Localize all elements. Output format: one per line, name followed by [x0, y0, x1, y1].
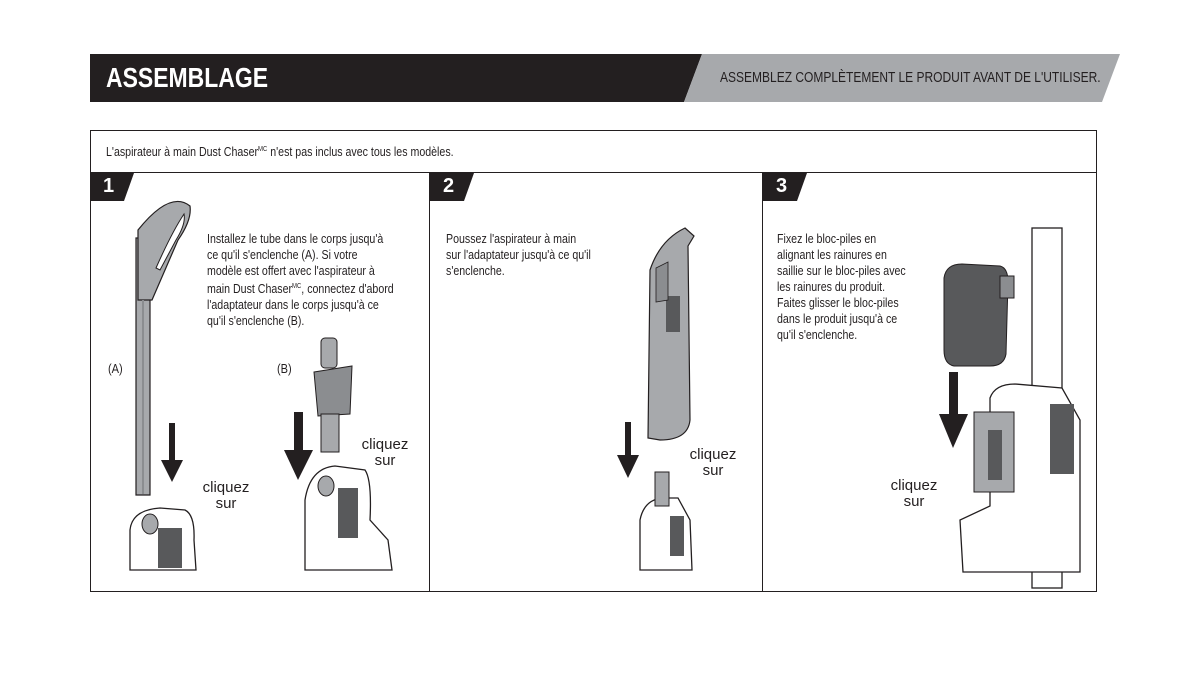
battery-illustration [944, 264, 1014, 366]
click-indicator-3: cliquez sur [689, 446, 737, 479]
step-1-instruction: Installez le tube dans le corps jusqu'à ce qu'il s'enclenche (A). Si votre modèle est offert avec l'aspirateur à main Dust Chaser$^{MC}$, connectez d'abord l'adaptateur dans le corps jusqu'à ce qu'il s'enclenche (B). [207, 232, 394, 329]
step-2-instruction: Poussez l'aspirateur à main sur l'adaptateur jusqu'à ce qu'il s'enclenche. [446, 232, 591, 278]
handheld-vacuum-illustration [648, 228, 694, 440]
click-indicator-2: cliquez sur [361, 436, 409, 469]
label-b: (B) [277, 361, 292, 376]
click-indicator-4: cliquez sur [890, 477, 938, 510]
page-subtitle: ASSEMBLEZ COMPLÈTEMENT LE PRODUIT AVANT DE L'UTILISER. [720, 69, 1101, 86]
step-1-number: 1 [103, 175, 115, 197]
vacuum-body-2 [305, 466, 392, 570]
click-indicator-1: cliquez sur [202, 479, 250, 512]
label-a: (A) [108, 361, 123, 376]
availability-note: L'aspirateur à main Dust Chaser$^{MC}$ n'est pas inclus avec tous les modèles. [106, 145, 454, 159]
step-3-number: 3 [776, 175, 788, 197]
page-title: ASSEMBLAGE [106, 62, 269, 93]
adapter-illustration [314, 338, 352, 452]
vacuum-body-3 [640, 472, 692, 570]
vacuum-body-1 [130, 508, 196, 570]
step-2-number: 2 [443, 175, 455, 197]
tube-illustration [136, 201, 190, 495]
step-3-instruction: Fixez le bloc-piles en alignant les rainures en saillie sur le bloc-piles avec les rainures du produit. Faites glisser le bloc-piles dans le produit jusqu'à ce qu'il s'enclenche. [777, 232, 906, 342]
